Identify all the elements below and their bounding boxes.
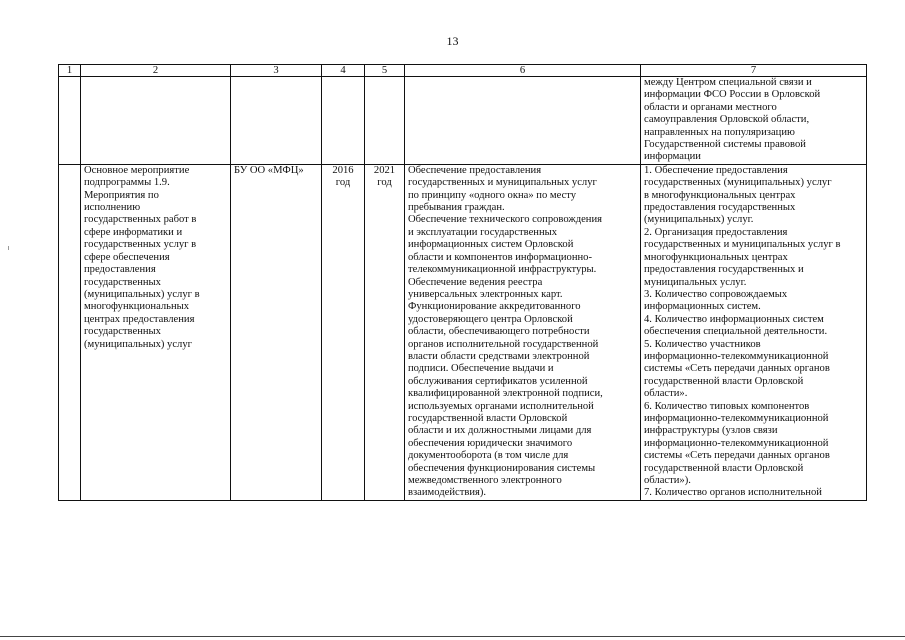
cell-indicators: 1. Обеспечение предоставления государственных (муниципальных) услуг в многофункциональных центрах предоставления государственных (муниципальных) услуг. 2. Организация предоставления государственных и муниципальных услуг в многофункциональных центрах предоставления государственных и муниципальных услуг. 3. Количество сопровождаемых информационных систем. 4. Количество информационных систем обеспечения специальной деятельности. 5. Количество участников информационно-телекоммуникационной системы «Сеть передачи данных органов государственной власти Орловской области». 6. Количество типовых компонентов информационно-телекоммуникационной инфраструктуры (узлов связи информационно-телекоммуникационной системы «Сеть передачи данных органов государственной власти Орловской области»). 7. Количество органов исполнительной <box>641 164 867 500</box>
column-number-1: 1 <box>59 65 81 77</box>
scan-margin-mark <box>8 246 9 250</box>
cell-activity <box>81 77 231 165</box>
cell-end-year <box>365 77 405 165</box>
program-table <box>58 64 867 501</box>
continuation-row <box>59 77 867 165</box>
column-number-5: 5 <box>365 65 405 77</box>
cell-indicators: между Центром специальной связи и информации ФСО России в Орловской области и органами местного самоуправления Орловской области, направленных на популяризацию Государственной системы правовой информации <box>641 77 867 165</box>
cell-row-number <box>59 164 81 500</box>
cell-end-year: 2021 год <box>365 164 405 500</box>
cell-description <box>405 77 641 165</box>
cell-executor: БУ ОО «МФЦ» <box>231 164 322 500</box>
column-number-6: 6 <box>405 65 641 77</box>
cell-executor <box>231 77 322 165</box>
cell-start-year: 2016 год <box>322 164 365 500</box>
page-bottom-rule <box>0 636 905 637</box>
column-number-row <box>59 65 867 77</box>
cell-description: Обеспечение предоставления государственных и муниципальных услуг по принципу «одного окна» по месту пребывания граждан. Обеспечение технического сопровождения и эксплуатации государственных информационных систем Орловской области и компонентов информационно- телекоммуникационной инфраструктуры. Обеспечение ведения реестра универсальных электронных карт. Функционирование аккредитованного удостоверяющего центра Орловской области, обеспечивающего потребности органов исполнительной государственной власти области средствами электронной подписи. Обеспечение выдачи и обслуживания сертификатов усиленной квалифицированной электронной подписи, используемых органами исполнительной государственной власти Орловской области и их должностными лицами для обеспечения юридически значимого документооборота (в том числе для обеспечения функционирования системы межведомственного электронного взаимодействия). <box>405 164 641 500</box>
cell-row-number <box>59 77 81 165</box>
cell-start-year <box>322 77 365 165</box>
column-number-3: 3 <box>231 65 322 77</box>
column-number-4: 4 <box>322 65 365 77</box>
page-number: 13 <box>446 34 459 48</box>
column-number-2: 2 <box>81 65 231 77</box>
main-activity-row <box>59 164 867 500</box>
cell-activity: Основное мероприятие подпрограммы 1.9. Мероприятия по исполнению государственных работ в сфере информатики и государственных услуг в сфере обеспечения предоставления государственных (муниципальных) услуг в многофункциональных центрах предоставления государственных (муниципальных) услуг <box>81 164 231 500</box>
column-number-7: 7 <box>641 65 867 77</box>
